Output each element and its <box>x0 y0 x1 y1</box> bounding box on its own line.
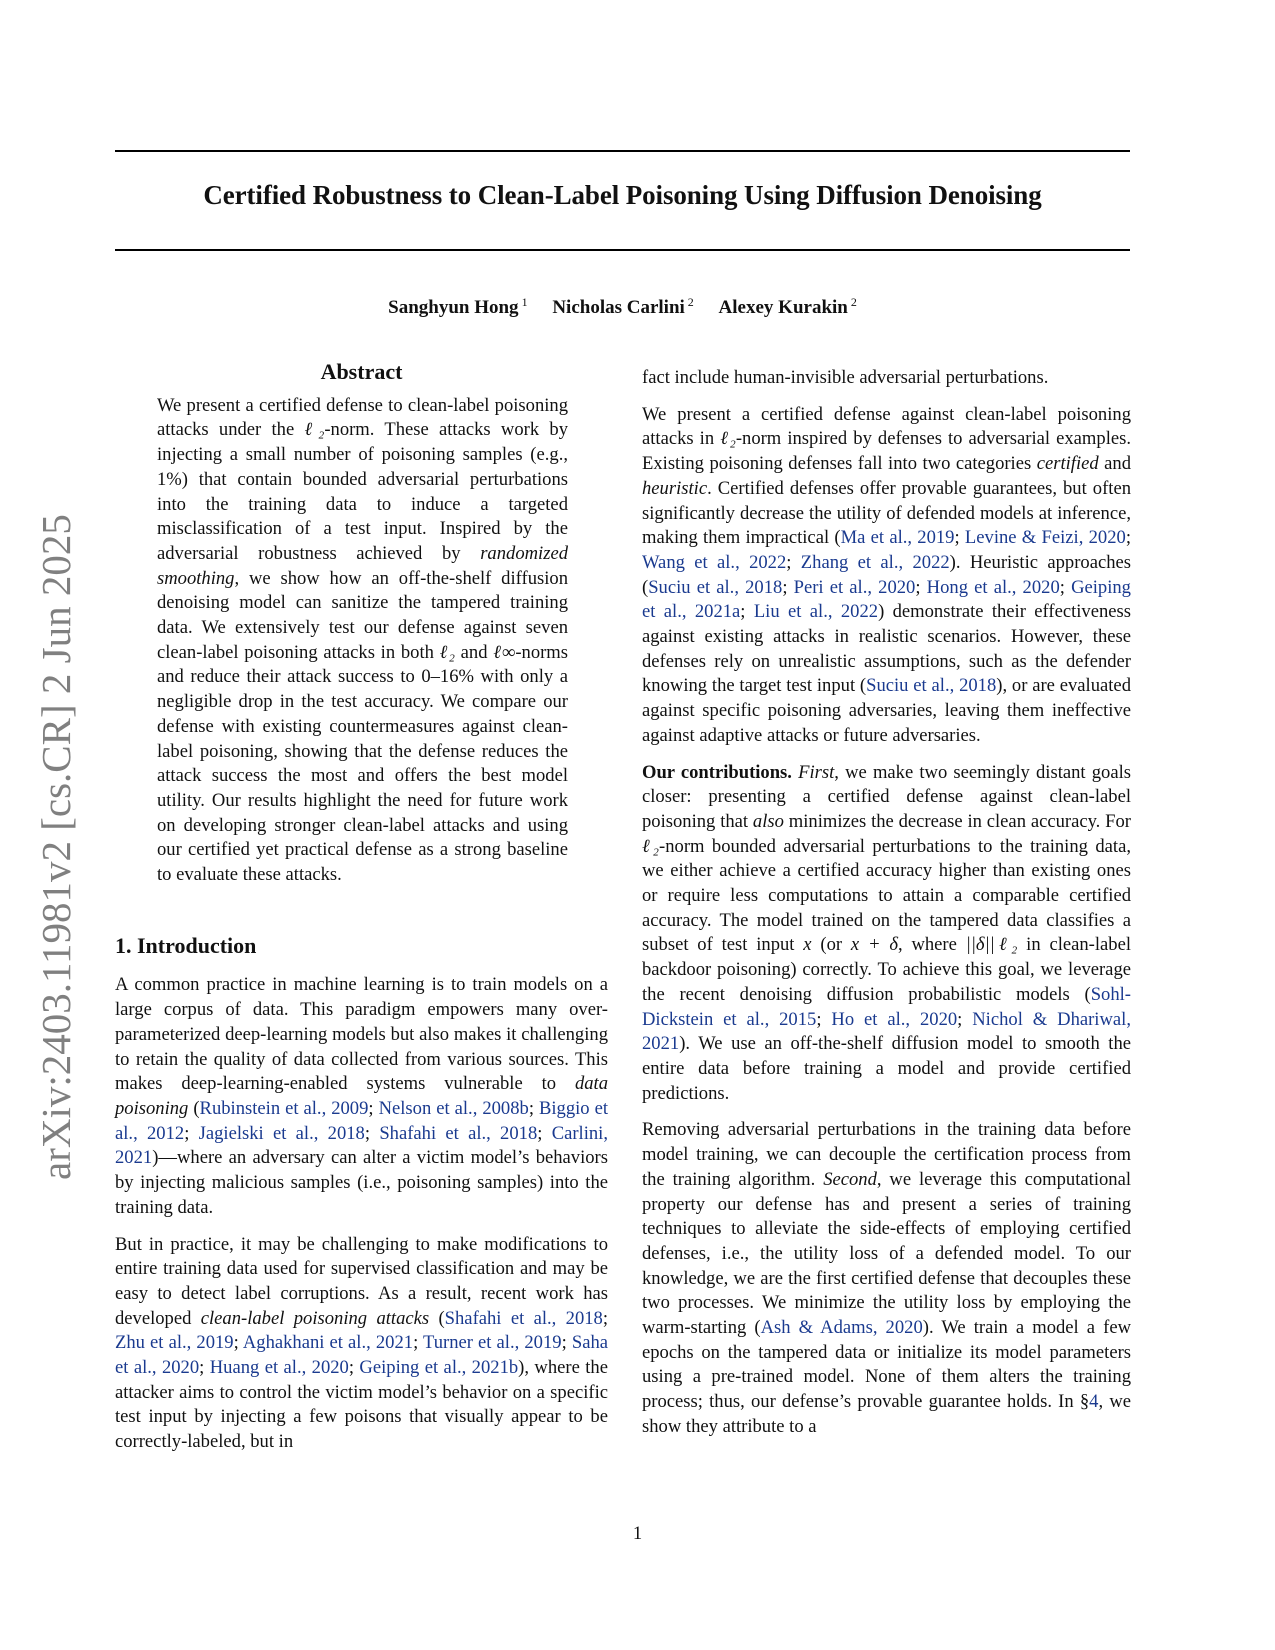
right-column <box>642 366 1131 1452</box>
citation-link[interactable]: Peri et al., 2020 <box>793 576 916 598</box>
title-rule-bottom <box>115 249 1130 251</box>
citation-link[interactable]: Sohl-Dickstein et al., 2015 <box>642 983 1131 1030</box>
citation-link[interactable]: Biggio et al., 2012 <box>115 1097 608 1144</box>
intro-paragraph-contributions: Our contributions. First, we make two seemingly distant goals closer: presenting a certified defense against clean-label poisoning that also minimizes the decrease in clean accuracy. For ℓ₂-norm bounded adversarial perturbations to the training data, we either achieve a certified accuracy higher than existing ones or require less computations to attain a comparable certified accuracy. The model trained on the tampered data classifies a subset of test input x (or x + δ, where ||δ||ℓ₂ in clean-label backdoor poisoning) correctly. To achieve this goal, we leverage the recent denoising diffusion probabilistic models (Sohl-Dickstein et al., 2015; Ho et al., 2020; Nichol & Dhariwal, 2021). We use an off-the-shelf diffusion model to smooth the entire data before training a model and provide certified predictions. <box>642 761 1131 1104</box>
citation-link[interactable]: Suciu et al., 2018 <box>866 675 997 697</box>
section-reference-link[interactable]: 4 <box>1089 1391 1099 1413</box>
paragraph-lead: Our contributions. <box>642 761 792 783</box>
citation-link[interactable]: Zhang et al., 2022 <box>800 551 950 573</box>
math-delta-norm: ||δ||ℓ₂ <box>965 934 1018 956</box>
citation-link[interactable]: Turner et al., 2019 <box>423 1332 562 1354</box>
citation-link[interactable]: Shafahi et al., 2018 <box>444 1307 603 1329</box>
abstract-text: We present a certified defense to clean-label poisoning attacks under the ℓ₂-norm. These attacks work by injecting a small number of poisoning samples (e.g., 1%) that contain bounded adversarial perturbations into the training data to induce a targeted misclassification of a test input. Inspired by the adversarial robustness achieved by randomized smoothing, we show how an off-the-shelf diffusion denoising model can sanitize the tampered training data. We extensively test our defense against seven clean-label poisoning attacks in both ℓ₂ and ℓ∞-norms and reduce their attack success to 0–16% with only a negligible drop in the test accuracy. We compare our defense with existing countermeasures against clean-label poisoning, showing that the defense reduces the attack success the most and offers the best model utility. Our results highlight the need for future work on developing stronger clean-label attacks and using our certified yet practical defense as a strong baseline to evaluate these attacks. <box>157 394 569 886</box>
citation-link[interactable]: Geiping et al., 2021b <box>359 1357 519 1379</box>
citation-link[interactable]: Suciu et al., 2018 <box>648 576 783 598</box>
left-column <box>115 360 608 1467</box>
math-l2: ℓ₂ <box>720 428 736 450</box>
citation-link[interactable]: Nelson et al., 2008b <box>378 1097 529 1119</box>
math-x-plus-delta: x + δ <box>850 934 898 956</box>
author-name: Sanghyun Hong <box>388 297 519 319</box>
author-name: Nicholas Carlini <box>552 297 685 319</box>
title-rule-top <box>115 150 1130 152</box>
section-heading-introduction: 1. Introduction <box>115 932 257 958</box>
citation-link[interactable]: Hong et al., 2020 <box>926 576 1060 598</box>
math-l2: ℓ₂ <box>439 641 455 663</box>
citation-link[interactable]: Aghakhani et al., 2021 <box>242 1332 414 1354</box>
arxiv-identifier-stamp: arXiv:2403.11981v2 [cs.CR] 2 Jun 2025 <box>33 514 79 1180</box>
intro-paragraph-3: We present a certified defense against clean-label poisoning attacks in ℓ₂-norm inspired by defenses to adversarial examples. Existing poisoning defenses fall into two categories certified and heuristic. Certified defenses offer provable guarantees, but often significantly decrease the utility of defended models at inference, making them impractical (Ma et al., 2019; Levine & Feizi, 2020; Wang et al., 2022; Zhang et al., 2022). Heuristic approaches (Suciu et al., 2018; Peri et al., 2020; Hong et al., 2020; Geiping et al., 2021a; Liu et al., 2022) demonstrate their effectiveness against existing attacks in realistic scenarios. However, these defenses rely on unrealistic assumptions, such as the defender knowing the target test input (Suciu et al., 2018), or are evaluated against specific poisoning adversaries, leaving them ineffective against adaptive attacks or future adversaries. <box>642 403 1132 746</box>
citation-link[interactable]: Liu et al., 2022 <box>753 601 879 623</box>
math-l2: ℓ₂ <box>304 419 325 441</box>
intro-paragraph-2-continued: fact include human-invisible adversarial perturbations. <box>642 367 1049 388</box>
paper-title: Certified Robustness to Clean-Label Poisoning Using Diffusion Denoising <box>203 180 1042 210</box>
citation-link[interactable]: Ho et al., 2020 <box>831 1008 958 1030</box>
abstract-heading: Abstract <box>320 359 403 384</box>
author <box>388 297 527 318</box>
citation-link[interactable]: Carlini, 2021 <box>115 1122 608 1169</box>
author-name: Alexey Kurakin <box>718 297 848 319</box>
citation-link[interactable]: Zhu et al., 2019 <box>115 1332 234 1354</box>
citation-link[interactable]: Jagielski et al., 2018 <box>198 1122 365 1144</box>
citation-link[interactable]: Saha et al., 2020 <box>115 1332 609 1379</box>
intro-paragraph-2: But in practice, it may be challenging to make modifications to entire training data used for supervised classification and may be easy to detect label corruptions. As a result, recent work has developed clean-label poisoning attacks (Shafahi et al., 2018; Zhu et al., 2019; Aghakhani et al., 2021; Turner et al., 2019; Saha et al., 2020; Huang et al., 2020; Geiping et al., 2021b), where the attacker aims to control the victim model’s behavior on a specific test input by injecting a few poisons that visually appear to be correctly-labeled, but in <box>115 1233 609 1453</box>
intro-paragraph-5: Removing adversarial perturbations in the training data before model training, we can decouple the certification process from the training algorithm. Second, we leverage this computational property our defense has and present a series of training techniques to alleviate the side-effects of employing certified defenses, i.e., the utility loss of a defended model. To our knowledge, we are the first certified defense that decouples these two processes. We minimize the utility loss by employing the warm-starting (Ash & Adams, 2020). We train a model a few epochs on the tampered data or initialize its model parameters using a pre-trained model. None of them alters the training process; thus, our defense’s provable guarantee holds. In §4, we show they attribute to a <box>642 1119 1132 1437</box>
author <box>552 297 693 318</box>
intro-paragraph-1: A common practice in machine learning is to train models on a large corpus of data. This paradigm empowers many over-parameterized deep-learning models but also makes it challenging to retain the quality of data collected from various sources. This makes deep-learning-enabled systems vulnerable to data poisoning (Rubinstein et al., 2009; Nelson et al., 2008b; Biggio et al., 2012; Jagielski et al., 2018; Shafahi et al., 2018; Carlini, 2021)—where an adversary can alter a victim model’s behaviors by injecting malicious samples (i.e., poisoning samples) into the training data. <box>115 974 608 1218</box>
citation-link[interactable]: Nichol & Dhariwal, 2021 <box>642 1008 1131 1055</box>
math-l2: ℓ₂ <box>642 835 660 857</box>
citation-link[interactable]: Levine & Feizi, 2020 <box>964 527 1126 549</box>
page-number: 1 <box>632 1523 643 1544</box>
citation-link[interactable]: Shafahi et al., 2018 <box>379 1122 538 1144</box>
citation-link[interactable]: Wang et al., 2022 <box>642 551 787 573</box>
math-x: x <box>803 934 812 956</box>
citation-link[interactable]: Rubinstein et al., 2009 <box>199 1097 369 1119</box>
citation-link[interactable]: Geiping et al., 2021a <box>642 576 1131 623</box>
math-linf: ℓ∞ <box>493 641 516 663</box>
author-list <box>115 295 1130 319</box>
emphasis: randomized smoothing <box>157 542 568 589</box>
author-affiliation: 2 <box>687 295 694 309</box>
author-affiliation: 1 <box>521 295 528 309</box>
author-affiliation: 2 <box>850 295 857 309</box>
author <box>719 297 857 318</box>
citation-link[interactable]: Huang et al., 2020 <box>209 1357 349 1379</box>
citation-link[interactable]: Ma et al., 2019 <box>840 527 955 549</box>
citation-link[interactable]: Ash & Adams, 2020 <box>760 1317 923 1339</box>
